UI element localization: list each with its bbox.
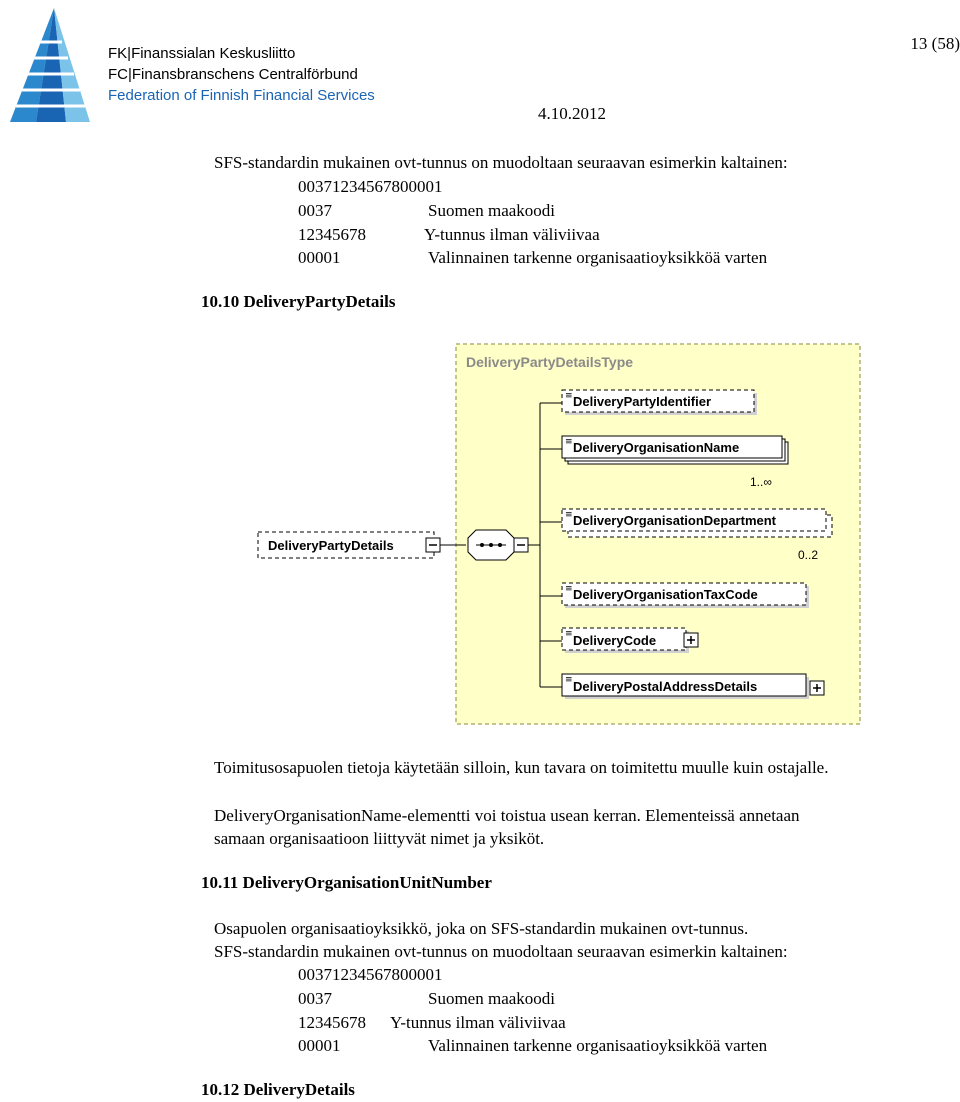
ovt-code: 12345678	[298, 1013, 366, 1032]
paragraph: Toimitusosapuolen tietoja käytetään silloin, kun tavara on toimitettu muulle kuin ostajalle.	[214, 758, 829, 777]
child-element-label: DeliveryOrganisationDepartment	[573, 513, 777, 528]
root-element-label: DeliveryPartyDetails	[268, 538, 394, 553]
org-name-en: Federation of Finnish Financial Services	[108, 87, 375, 104]
ovt-desc: Valinnainen tarkenne organisaatioyksikköä varten	[428, 1036, 768, 1055]
ovt-example: 00371234567800001	[298, 177, 443, 196]
org-name-fi: FK|Finanssialan Keskusliitto	[108, 45, 296, 62]
schema-diagram	[250, 340, 865, 730]
cardinality-label: 0..2	[798, 548, 819, 562]
org-name-sv: FC|Finansbranschens Centralförbund	[108, 66, 358, 83]
paragraph: DeliveryOrganisationName-elementti voi toistua usean kerran. Elementeissä annetaan	[214, 806, 800, 825]
svg-text:≡: ≡	[565, 584, 573, 594]
child-element-label: DeliveryOrganisationName	[573, 440, 740, 455]
paragraph: samaan organisaatioon liittyvät nimet ja yksiköt.	[214, 829, 545, 848]
ovt-desc: Y-tunnus ilman väliviivaa	[390, 1013, 566, 1032]
ovt-desc: Valinnainen tarkenne organisaatioyksikköä varten	[428, 248, 768, 267]
child-element-label: DeliveryPartyIdentifier	[573, 394, 712, 409]
ovt-code: 0037	[298, 201, 332, 220]
child-element-label: DeliveryOrganisationTaxCode	[573, 587, 758, 602]
type-name-label: DeliveryPartyDetailsType	[466, 354, 634, 370]
ovt-example: 00371234567800001	[298, 965, 443, 984]
ovt-desc: Suomen maakoodi	[428, 201, 556, 220]
svg-text:≡: ≡	[565, 675, 573, 685]
ovt-code: 00001	[298, 1036, 341, 1055]
svg-text:≡: ≡	[565, 510, 573, 520]
document-date: 4.10.2012	[538, 104, 606, 123]
section-title-10-11: 10.11 DeliveryOrganisationUnitNumber	[201, 873, 492, 892]
ovt-desc: Suomen maakoodi	[428, 989, 556, 1008]
svg-text:≡: ≡	[565, 629, 573, 639]
ovt-code: 0037	[298, 989, 332, 1008]
svg-text:≡: ≡	[565, 437, 573, 447]
ovt-desc: Y-tunnus ilman väliviivaa	[424, 225, 600, 244]
svg-text:≡: ≡	[565, 391, 573, 401]
child-element-label: DeliveryPostalAddressDetails	[573, 679, 758, 694]
paragraph: Osapuolen organisaatioyksikkö, joka on SFS-standardin mukainen ovt-tunnus.	[214, 919, 749, 938]
page-number: 13 (58)	[910, 34, 960, 53]
section-title-10-12: 10.12 DeliveryDetails	[201, 1080, 355, 1099]
logo-icon	[6, 6, 92, 124]
ovt-code: 12345678	[298, 225, 366, 244]
child-element-label: DeliveryCode	[573, 633, 657, 648]
cardinality-label: 1..∞	[750, 475, 772, 489]
ovt-intro: SFS-standardin mukainen ovt-tunnus on muodoltaan seuraavan esimerkin kaltainen:	[214, 153, 788, 172]
ovt-code: 00001	[298, 248, 341, 267]
section-title-10-10: 10.10 DeliveryPartyDetails	[201, 292, 396, 311]
paragraph: SFS-standardin mukainen ovt-tunnus on muodoltaan seuraavan esimerkin kaltainen:	[214, 942, 788, 961]
